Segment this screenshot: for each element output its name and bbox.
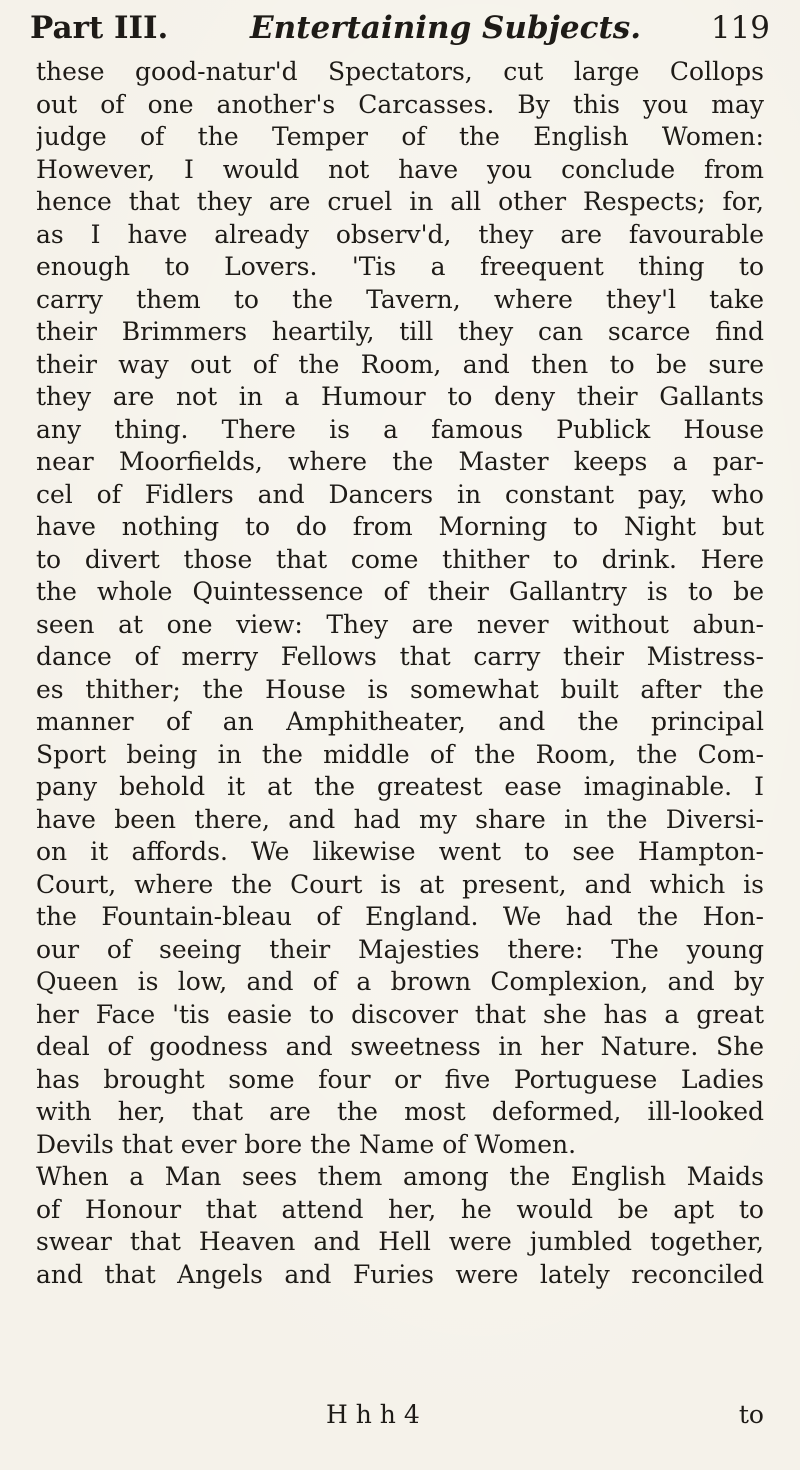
text-line: on it affords. We likewise went to see Hampton- — [36, 837, 764, 866]
text-line: manner of an Amphitheater, and the principal — [36, 707, 764, 736]
text-line: has brought some four or five Portuguese Ladies — [36, 1064, 764, 1094]
text-line: any thing. There is a famous Publick House — [36, 414, 764, 444]
text-line: they are not in a Humour to deny their Gallants — [36, 382, 764, 411]
text-line: her Face 'tis easie to discover that she has a great — [36, 999, 764, 1029]
text-line: as I have already observ'd, they are favourable — [36, 219, 764, 249]
text-line: Queen is low, and of a brown Complexion, and by — [36, 967, 764, 996]
text-line: deal of goodness and sweetness in her Nature. She — [36, 1032, 764, 1061]
text-line: pany behold it at the greatest ease imaginable. I — [36, 772, 764, 801]
header-title: Entertaining Subjects. — [250, 10, 642, 46]
text-line: swear that Heaven and Hell were jumbled together, — [36, 1227, 764, 1256]
text-line: have nothing to do from Morning to Night but — [36, 512, 764, 541]
text-line: dance of merry Fellows that carry their Mistress- — [36, 642, 764, 671]
text-line: the whole Quintessence of their Gallantry is to be — [36, 577, 764, 606]
text-line: their way out of the Room, and then to be sure — [36, 349, 764, 379]
text-line: these good-natur'd Spectators, cut large Collops — [36, 57, 764, 86]
text-line: carry them to the Tavern, where they'l take — [36, 284, 764, 314]
text-line: and that Angels and Furies were lately reconciled — [36, 1259, 764, 1289]
text-line: near Moorfields, where the Master keeps a par- — [36, 447, 764, 476]
text-line: seen at one view: They are never without abun- — [36, 609, 764, 639]
header-part-label: Part III. — [30, 10, 169, 46]
text-line: their Brimmers heartily, till they can scarce find — [36, 317, 764, 346]
text-line: However, I would not have you conclude from — [36, 154, 764, 184]
text-line: have been there, and had my share in the Diversi- — [36, 804, 764, 834]
page-footer — [36, 1398, 764, 1432]
text-line: cel of Fidlers and Dancers in constant pay, who — [36, 479, 764, 509]
text-line: Court, where the Court is at present, and which is — [36, 869, 764, 899]
running-header — [30, 6, 770, 54]
text-line: hence that they are cruel in all other Respects; for, — [36, 187, 764, 216]
text-line: out of one another's Carcasses. By this you may — [36, 89, 764, 119]
signature-mark: H h h 4 — [326, 1400, 420, 1429]
body-text — [36, 56, 764, 1291]
page-number: 119 — [710, 10, 770, 46]
text-line: our of seeing their Majesties there: The young — [36, 934, 764, 964]
text-line: to divert those that come thither to drink. Here — [36, 544, 764, 574]
text-line: the Fountain-bleau of England. We had the Hon- — [36, 902, 764, 931]
text-line: judge of the Temper of the English Women: — [36, 122, 764, 151]
text-line: When a Man sees them among the English Maids — [36, 1162, 764, 1191]
catchword: to — [738, 1400, 764, 1429]
text-line: with her, that are the most deformed, ill-looked — [36, 1097, 764, 1126]
text-line: Devils that ever bore the Name of Women. — [36, 1129, 577, 1159]
text-line: enough to Lovers. 'Tis a freequent thing to — [36, 252, 764, 281]
text-line: Sport being in the middle of the Room, the Com- — [36, 739, 764, 769]
text-line: of Honour that attend her, he would be apt to — [36, 1194, 764, 1224]
text-line: es thither; the House is somewhat built after the — [36, 674, 764, 704]
